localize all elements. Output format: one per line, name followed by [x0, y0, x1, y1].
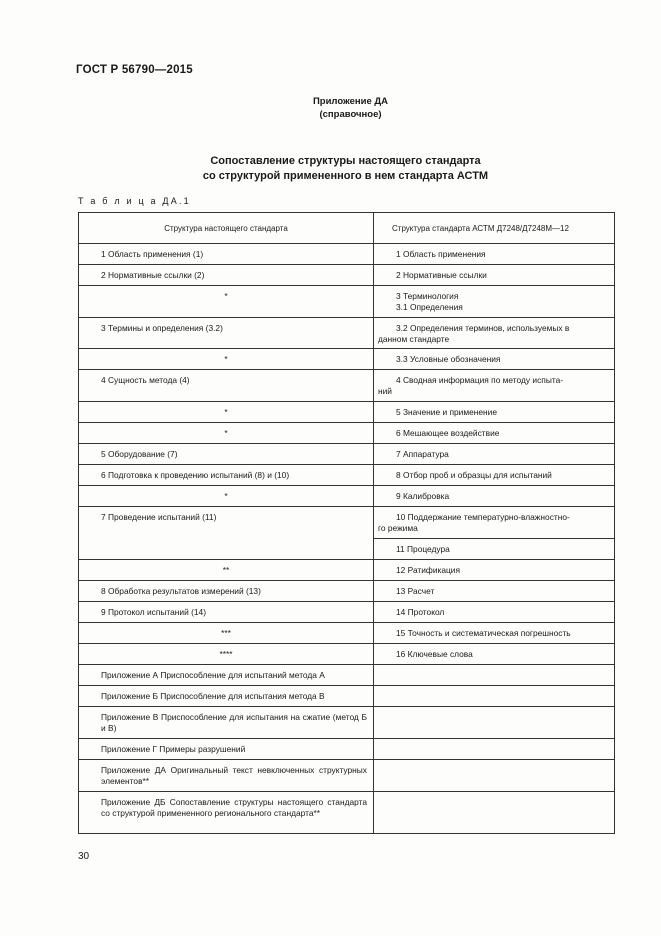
left-cell: 5 Оборудование (7) [79, 444, 374, 465]
right-cell [374, 465, 615, 486]
left-cell: Приложение ДБ Сопоставление структуры настоящего стандарта со структурой примененного регионального стандарта** [79, 792, 374, 834]
left-cell: Приложение А Приспособление для испытаний метода А [79, 665, 374, 686]
right-cell-line: 1 Область применения [396, 249, 486, 259]
left-cell: Приложение Б Приспособление для испытания метода В [79, 686, 374, 707]
right-cell [374, 507, 615, 539]
right-cell-line: 5 Значение и применение [396, 407, 497, 417]
col-left-header: Структура настоящего стандарта [79, 213, 374, 244]
left-cell: * [79, 286, 374, 318]
table-row [79, 760, 615, 792]
table-row [79, 644, 615, 665]
right-cell [374, 539, 615, 560]
right-cell-line: 7 Аппаратура [396, 449, 449, 459]
right-cell-line: ний [378, 386, 392, 396]
right-cell [374, 739, 615, 760]
right-cell [374, 286, 615, 318]
table-row [79, 507, 615, 539]
left-cell: **** [79, 644, 374, 665]
left-cell: 8 Обработка результатов измерений (13) [79, 581, 374, 602]
right-cell [374, 760, 615, 792]
table-row [79, 665, 615, 686]
comparison-table [78, 212, 615, 834]
table-row [79, 486, 615, 507]
right-cell [374, 265, 615, 286]
right-cell [374, 486, 615, 507]
right-cell [374, 402, 615, 423]
left-cell: 4 Сущность метода (4) [79, 370, 374, 402]
left-cell: 7 Проведение испытаний (11) [79, 507, 374, 560]
left-cell: ** [79, 560, 374, 581]
appendix-label: Приложение ДА [312, 96, 389, 107]
left-cell: 1 Область применения (1) [79, 244, 374, 265]
right-cell [374, 560, 615, 581]
right-cell-line: 8 Отбор проб и образцы для испытаний [396, 470, 552, 480]
right-cell [374, 623, 615, 644]
table-row [79, 792, 615, 834]
left-cell: Приложение В Приспособление для испытания на сжатие (метод Б и В) [79, 707, 374, 739]
right-cell-line: 16 Ключевые слова [396, 649, 473, 659]
table-row [79, 686, 615, 707]
table-row [79, 349, 615, 370]
left-cell: * [79, 486, 374, 507]
section-title-line-1: Сопоставление структуры настоящего стандарта [210, 155, 481, 167]
table-row [79, 444, 615, 465]
left-cell: * [79, 402, 374, 423]
table-row [79, 402, 615, 423]
section-title [0, 154, 661, 184]
right-cell-line: 3.1 Определения [396, 302, 463, 312]
right-cell-line: 9 Калибровка [396, 491, 450, 501]
left-cell: 2 Нормативные ссылки (2) [79, 265, 374, 286]
col-right-header: Структура стандарта АСТМ Д7248/Д7248М—12 [374, 213, 615, 244]
right-cell-line: 14 Протокол [396, 607, 445, 617]
table-row [79, 623, 615, 644]
right-cell [374, 686, 615, 707]
right-cell [374, 602, 615, 623]
right-cell [374, 792, 615, 834]
left-cell: Приложение ДА Оригинальный текст невключенных структурных элементов** [79, 760, 374, 792]
left-cell: Приложение Г Примеры разрушений [79, 739, 374, 760]
right-cell [374, 318, 615, 349]
right-cell [374, 707, 615, 739]
table-row [79, 265, 615, 286]
appendix-note: (справочное) [319, 109, 382, 120]
right-cell-line: 10 Поддержание температурно-влажностно- [396, 512, 570, 522]
appendix-heading [0, 95, 661, 121]
table-row [79, 739, 615, 760]
right-cell [374, 423, 615, 444]
table-header-row [79, 213, 615, 244]
table-row [79, 423, 615, 444]
table-row [79, 370, 615, 402]
right-cell-line: 13 Расчет [396, 586, 435, 596]
table-row [79, 707, 615, 739]
left-cell: *** [79, 623, 374, 644]
left-cell: * [79, 423, 374, 444]
right-cell-line: 6 Мешающее воздействие [396, 428, 500, 438]
right-cell-line: данном стандарте [378, 334, 450, 344]
right-cell-line: 11 Процедура [396, 544, 450, 554]
right-cell-line: 3.3 Условные обозначения [396, 354, 501, 364]
right-cell-line: 3.2 Определения терминов, используемых в [396, 323, 570, 333]
right-cell [374, 665, 615, 686]
table-row [79, 465, 615, 486]
page-number: 30 [78, 851, 90, 862]
section-title-line-2: со структурой примененного в нем стандарта АСТМ [202, 170, 489, 182]
right-cell [374, 370, 615, 402]
table-row [79, 602, 615, 623]
right-cell [374, 349, 615, 370]
right-cell-line: 4 Сводная информация по методу испыта- [396, 375, 564, 385]
right-cell [374, 581, 615, 602]
right-cell-line: 2 Нормативные ссылки [396, 270, 487, 280]
right-cell-line: 15 Точность и систематическая погрешность [396, 628, 571, 638]
left-cell: 9 Протокол испытаний (14) [79, 602, 374, 623]
left-cell: 6 Подготовка к проведению испытаний (8) и (10) [79, 465, 374, 486]
right-cell-line: 12 Ратификация [396, 565, 461, 575]
left-cell: 3 Термины и определения (3.2) [79, 318, 374, 349]
right-cell [374, 444, 615, 465]
table-caption: Т а б л и ц а ДА.1 [78, 196, 191, 206]
right-cell-line: го режима [378, 523, 418, 533]
table-row [79, 560, 615, 581]
table-row [79, 318, 615, 349]
left-cell: * [79, 349, 374, 370]
right-cell [374, 644, 615, 665]
right-cell [374, 244, 615, 265]
table-row [79, 581, 615, 602]
table-row [79, 286, 615, 318]
table-row [79, 244, 615, 265]
right-cell-line: 3 Терминология [396, 291, 459, 301]
document-id: ГОСТ Р 56790—2015 [76, 64, 193, 76]
